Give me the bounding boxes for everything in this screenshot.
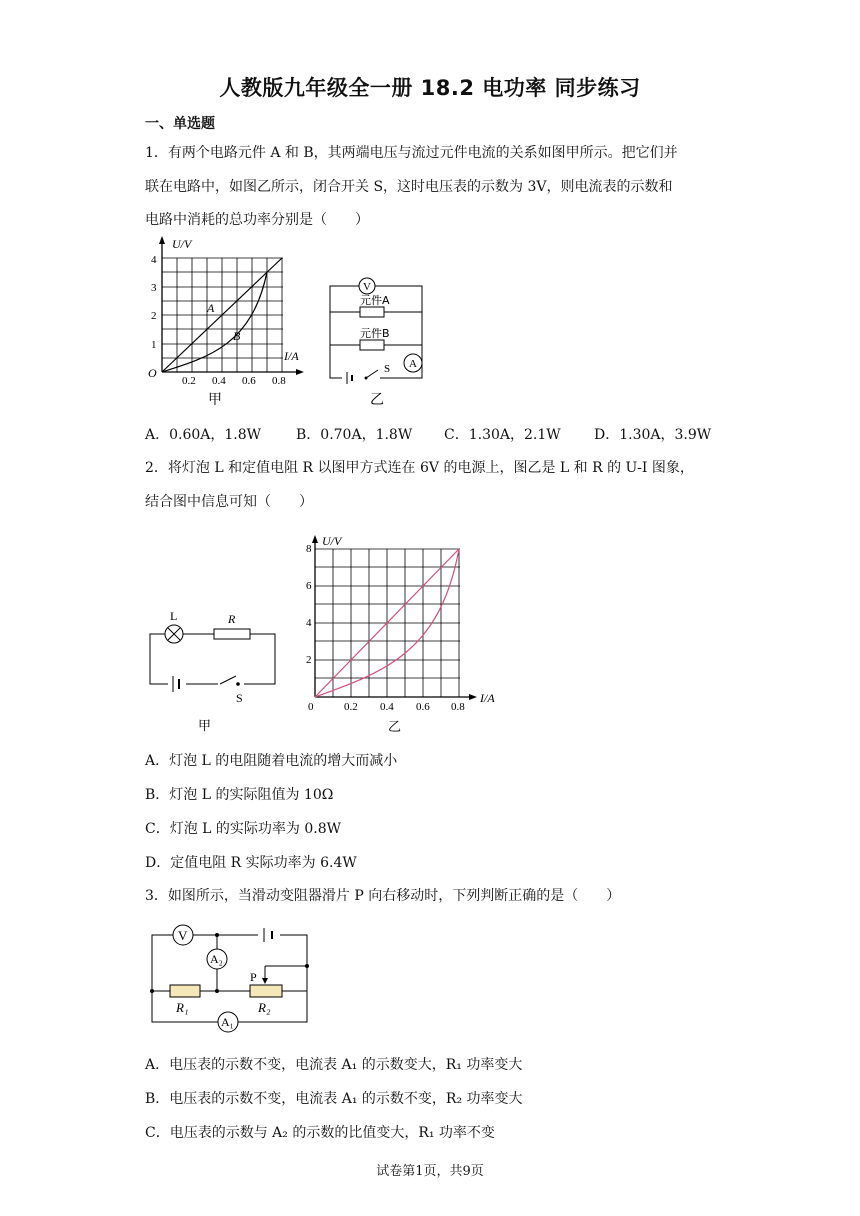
x-tick-2: 0.4 [212, 375, 226, 387]
q2-line-2: 结合图中信息可知（ ） [145, 494, 313, 510]
q1-option-d[interactable]: D．1.30A，3.9W [594, 427, 712, 443]
svg-text:A: A [409, 358, 417, 370]
q3-line-1: 3．如图所示，当滑动变阻器滑片 P 向右移动时，下列判断正确的是（ ） [145, 888, 621, 904]
r1-resistor [170, 985, 200, 997]
slider-arrow-icon [262, 978, 268, 984]
x-tick-0: 0 [308, 701, 314, 713]
figure-caption: 乙 [370, 392, 384, 406]
curve-b-label: B [233, 329, 241, 343]
x-tick-0-8: 0.8 [451, 701, 465, 713]
figure-caption: 甲 [198, 719, 212, 734]
q1-circuit-diagram [320, 266, 435, 406]
q1-ui-graph [140, 232, 320, 410]
lamp-label: L [170, 609, 178, 623]
r2-label: R₂ [258, 1000, 271, 1015]
y-tick-2: 2 [306, 654, 312, 666]
element-a-resistor [360, 307, 384, 317]
q2-circuit-diagram [140, 606, 285, 736]
slider-label: P [250, 970, 257, 984]
page-footer: 试卷第1页，共9页 [376, 1164, 484, 1179]
r2-rheostat [250, 985, 282, 997]
q2-ui-graph [290, 532, 500, 738]
q2-option-b[interactable]: B．灯泡 L 的实际阻值为 10Ω [145, 787, 334, 803]
q3-option-b[interactable]: B．电压表的示数不变，电流表 A₁ 的示数不变，R₂ 功率变大 [145, 1091, 523, 1107]
element-a-label: 元件A [360, 294, 390, 307]
svg-text:A₂: A₂ [210, 952, 223, 966]
x-tick-0-6: 0.6 [416, 701, 430, 713]
resistor-icon [214, 629, 250, 639]
y-tick-3: 3 [151, 282, 157, 294]
q2-option-d[interactable]: D．定值电阻 R 实际功率为 6.4W [145, 855, 357, 871]
y-tick-8: 8 [306, 543, 312, 555]
q1-option-b[interactable]: B．0.70A，1.8W [296, 427, 413, 443]
resistor-label: R [228, 612, 236, 626]
x-axis-label: I/A [480, 691, 495, 705]
y-tick-6: 6 [306, 580, 312, 592]
svg-text:V: V [363, 281, 371, 293]
curve-a-label: A [207, 301, 215, 315]
y-tick-4: 4 [306, 617, 312, 629]
q1-line-2: 联在电路中，如图乙所示，闭合开关 S，这时电压表的示数为 3V，则电流表的示数和 [145, 179, 673, 195]
x-tick-0-2: 0.2 [344, 701, 358, 713]
x-tick-4: 0.8 [272, 375, 286, 387]
q2-option-a[interactable]: A．灯泡 L 的电阻随着电流的增大而减小 [145, 753, 398, 769]
figure-caption: 甲 [208, 392, 222, 408]
q1-line-3: 电路中消耗的总功率分别是（ ） [145, 212, 369, 228]
x-tick-0-4: 0.4 [380, 701, 394, 713]
x-axis-label: I/A [284, 349, 299, 363]
q2-option-c[interactable]: C．灯泡 L 的实际功率为 0.8W [145, 821, 342, 837]
q3-option-c[interactable]: C．电压表的示数与 A₂ 的示数的比值变大，R₁ 功率不变 [145, 1125, 495, 1141]
switch-label: S [236, 691, 243, 705]
y-tick-2: 2 [151, 310, 157, 322]
q3-circuit-diagram [140, 918, 320, 1036]
q1-option-c[interactable]: C．1.30A，2.1W [444, 427, 561, 443]
svg-text:A₁: A₁ [221, 1015, 234, 1029]
page-title: 人教版九年级全一册 18.2 电功率 同步练习 [219, 76, 641, 100]
element-b-resistor [360, 340, 384, 350]
switch-label: S [384, 363, 391, 375]
q1-option-a[interactable]: A．0.60A，1.8W [145, 427, 262, 443]
q1-line-1: 1．有两个电路元件 A 和 B，其两端电压与流过元件电流的关系如图甲所示。把它们并 [145, 145, 678, 161]
section-heading: 一、单选题 [145, 116, 215, 132]
y-tick-1: 1 [151, 339, 157, 351]
y-tick-4: 4 [151, 254, 157, 266]
element-b-label: 元件B [360, 327, 390, 340]
q2-line-1: 2．将灯泡 L 和定值电阻 R 以图甲方式连在 6V 的电源上，图乙是 L 和 R 的 U-I 图象， [145, 460, 694, 476]
origin-label: O [148, 366, 157, 380]
y-axis-label: U/V [172, 237, 192, 251]
q3-option-a[interactable]: A．电压表的示数不变，电流表 A₁ 的示数变大，R₁ 功率变大 [145, 1057, 523, 1073]
figure-caption: 乙 [388, 720, 402, 735]
x-tick-3: 0.6 [242, 375, 256, 387]
r1-label: R₁ [176, 1000, 189, 1015]
svg-text:V: V [178, 928, 188, 943]
x-tick-1: 0.2 [182, 375, 196, 387]
y-axis-label: U/V [322, 534, 342, 548]
